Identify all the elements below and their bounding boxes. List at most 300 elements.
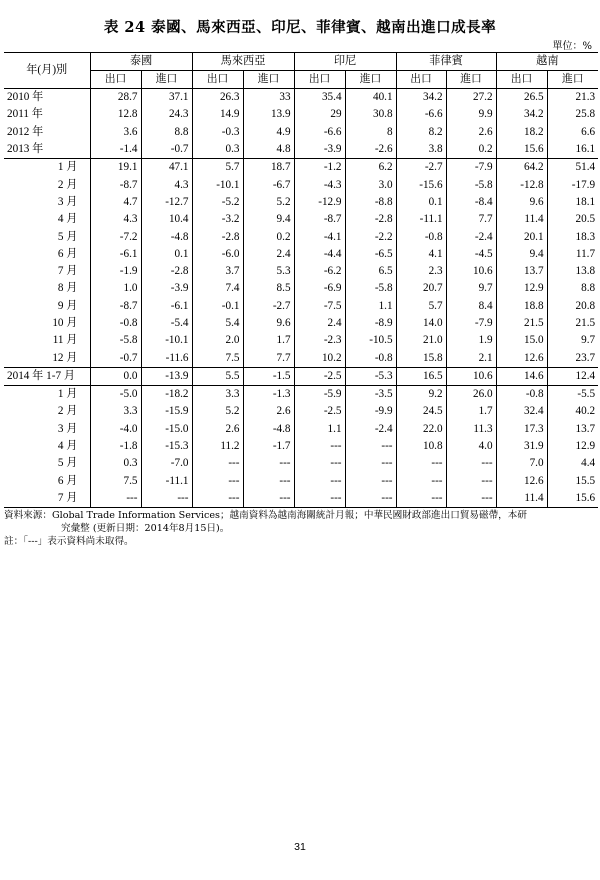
table-row bbox=[4, 349, 598, 367]
value-cell: 3.7 bbox=[192, 263, 243, 280]
value-cell: -1.5 bbox=[243, 367, 294, 385]
row-label: 2010 年 bbox=[4, 89, 90, 107]
value-cell: -15.9 bbox=[141, 403, 192, 420]
value-cell: -7.9 bbox=[446, 315, 496, 332]
value-cell: -5.0 bbox=[90, 386, 141, 404]
value-cell: -11.6 bbox=[141, 349, 192, 367]
row-label: 2 月 bbox=[4, 403, 90, 420]
table-row bbox=[4, 211, 598, 228]
value-cell: -6.7 bbox=[243, 176, 294, 193]
row-label: 7 月 bbox=[4, 263, 90, 280]
value-cell: 21.3 bbox=[547, 89, 598, 107]
value-cell: 32.4 bbox=[496, 403, 547, 420]
row-label: 11 月 bbox=[4, 332, 90, 349]
value-cell: -6.2 bbox=[294, 263, 345, 280]
value-cell: 8.8 bbox=[141, 124, 192, 141]
row-header: 年(月)別 bbox=[4, 53, 90, 89]
value-cell: --- bbox=[345, 473, 396, 490]
value-cell: 15.6 bbox=[496, 141, 547, 159]
value-cell: -7.5 bbox=[294, 298, 345, 315]
value-cell: 2.1 bbox=[446, 349, 496, 367]
value-cell: 7.7 bbox=[243, 349, 294, 367]
value-cell: 1.7 bbox=[243, 332, 294, 349]
value-cell: 8 bbox=[345, 124, 396, 141]
value-cell: -6.1 bbox=[90, 246, 141, 263]
row-label: 6 月 bbox=[4, 246, 90, 263]
value-cell: 18.8 bbox=[496, 298, 547, 315]
value-cell: 17.3 bbox=[496, 421, 547, 438]
value-cell: 35.4 bbox=[294, 89, 345, 107]
value-cell: 0.2 bbox=[446, 141, 496, 159]
value-cell: 15.0 bbox=[496, 332, 547, 349]
value-cell: 4.8 bbox=[243, 141, 294, 159]
value-cell: 34.2 bbox=[496, 106, 547, 123]
value-cell: 5.2 bbox=[192, 403, 243, 420]
value-cell: -8.7 bbox=[294, 211, 345, 228]
value-cell: 19.1 bbox=[90, 159, 141, 177]
value-cell: 40.2 bbox=[547, 403, 598, 420]
value-cell: 5.7 bbox=[192, 159, 243, 177]
value-cell: -10.5 bbox=[345, 332, 396, 349]
value-cell: 0.3 bbox=[90, 455, 141, 472]
value-cell: 12.6 bbox=[496, 349, 547, 367]
sub-header: 出口 bbox=[396, 71, 446, 89]
value-cell: 13.8 bbox=[547, 263, 598, 280]
row-label: 1 月 bbox=[4, 386, 90, 404]
value-cell: -2.7 bbox=[243, 298, 294, 315]
value-cell: 2.6 bbox=[192, 421, 243, 438]
value-cell: 12.9 bbox=[496, 280, 547, 297]
value-cell: --- bbox=[192, 490, 243, 508]
value-cell: 64.2 bbox=[496, 159, 547, 177]
value-cell: 47.1 bbox=[141, 159, 192, 177]
value-cell: -0.8 bbox=[496, 386, 547, 404]
value-cell: 10.2 bbox=[294, 349, 345, 367]
value-cell: 0.3 bbox=[192, 141, 243, 159]
value-cell: --- bbox=[294, 455, 345, 472]
value-cell: --- bbox=[243, 455, 294, 472]
value-cell: 13.9 bbox=[243, 106, 294, 123]
value-cell: -0.8 bbox=[396, 228, 446, 245]
value-cell: 10.8 bbox=[396, 438, 446, 455]
row-label: 5 月 bbox=[4, 228, 90, 245]
value-cell: 29 bbox=[294, 106, 345, 123]
value-cell: -12.7 bbox=[141, 194, 192, 211]
value-cell: 2.4 bbox=[243, 246, 294, 263]
table-row bbox=[4, 89, 598, 107]
value-cell: 10.6 bbox=[446, 263, 496, 280]
value-cell: -1.3 bbox=[243, 386, 294, 404]
table-row bbox=[4, 455, 598, 472]
value-cell: 0.1 bbox=[396, 194, 446, 211]
value-cell: 18.7 bbox=[243, 159, 294, 177]
value-cell: -8.7 bbox=[90, 176, 141, 193]
value-cell: 3.0 bbox=[345, 176, 396, 193]
value-cell: 31.9 bbox=[496, 438, 547, 455]
value-cell: -2.8 bbox=[141, 263, 192, 280]
value-cell: 4.0 bbox=[446, 438, 496, 455]
value-cell: 37.1 bbox=[141, 89, 192, 107]
row-label: 4 月 bbox=[4, 438, 90, 455]
value-cell: 9.7 bbox=[446, 280, 496, 297]
value-cell: -6.9 bbox=[294, 280, 345, 297]
value-cell: 9.6 bbox=[496, 194, 547, 211]
table-row bbox=[4, 263, 598, 280]
value-cell: 21.5 bbox=[547, 315, 598, 332]
value-cell: 7.5 bbox=[90, 473, 141, 490]
table-row bbox=[4, 332, 598, 349]
value-cell: 12.9 bbox=[547, 438, 598, 455]
value-cell: -8.4 bbox=[446, 194, 496, 211]
value-cell: 2.4 bbox=[294, 315, 345, 332]
sub-header: 進口 bbox=[141, 71, 192, 89]
value-cell: -1.7 bbox=[243, 438, 294, 455]
table-row bbox=[4, 124, 598, 141]
value-cell: -3.9 bbox=[294, 141, 345, 159]
value-cell: -5.8 bbox=[446, 176, 496, 193]
source-note-line2: 究彙整 (更新日期：2014年8月15日)。 bbox=[61, 523, 230, 534]
value-cell: -0.3 bbox=[192, 124, 243, 141]
country-header-thailand: 泰國 bbox=[90, 53, 192, 71]
sub-header: 出口 bbox=[90, 71, 141, 89]
value-cell: -5.8 bbox=[90, 332, 141, 349]
value-cell: 7.5 bbox=[192, 349, 243, 367]
value-cell: -15.3 bbox=[141, 438, 192, 455]
value-cell: --- bbox=[243, 490, 294, 508]
table-title: 表 24 泰國、馬來西亞、印尼、菲律賓、越南出進口成長率 bbox=[103, 19, 497, 36]
table-row bbox=[4, 159, 598, 177]
value-cell: 14.9 bbox=[192, 106, 243, 123]
value-cell: 10.4 bbox=[141, 211, 192, 228]
value-cell: --- bbox=[345, 455, 396, 472]
table-row bbox=[4, 106, 598, 123]
sub-header: 出口 bbox=[192, 71, 243, 89]
unit-label: 單位：% bbox=[552, 41, 592, 52]
value-cell: -5.5 bbox=[547, 386, 598, 404]
value-cell: -0.7 bbox=[141, 141, 192, 159]
value-cell: -2.8 bbox=[345, 211, 396, 228]
value-cell: 11.3 bbox=[446, 421, 496, 438]
value-cell: --- bbox=[294, 438, 345, 455]
value-cell: -4.4 bbox=[294, 246, 345, 263]
value-cell: 11.7 bbox=[547, 246, 598, 263]
sub-header-row bbox=[4, 71, 598, 89]
value-cell: 4.7 bbox=[90, 194, 141, 211]
value-cell: 40.1 bbox=[345, 89, 396, 107]
value-cell: -5.9 bbox=[294, 386, 345, 404]
value-cell: -3.9 bbox=[141, 280, 192, 297]
value-cell: -8.8 bbox=[345, 194, 396, 211]
value-cell: -3.2 bbox=[192, 211, 243, 228]
row-label: 4 月 bbox=[4, 211, 90, 228]
value-cell: 24.3 bbox=[141, 106, 192, 123]
value-cell: 4.9 bbox=[243, 124, 294, 141]
value-cell: -12.9 bbox=[294, 194, 345, 211]
table-row bbox=[4, 280, 598, 297]
value-cell: 18.2 bbox=[496, 124, 547, 141]
growth-rate-table bbox=[4, 53, 598, 508]
value-cell: -8.7 bbox=[90, 298, 141, 315]
table-body bbox=[4, 89, 598, 508]
value-cell: -10.1 bbox=[192, 176, 243, 193]
value-cell: --- bbox=[243, 473, 294, 490]
value-cell: --- bbox=[294, 490, 345, 508]
value-cell: 5.7 bbox=[396, 298, 446, 315]
value-cell: 12.8 bbox=[90, 106, 141, 123]
value-cell: -4.8 bbox=[243, 421, 294, 438]
value-cell: -0.8 bbox=[90, 315, 141, 332]
value-cell: 0.1 bbox=[141, 246, 192, 263]
value-cell: -2.4 bbox=[446, 228, 496, 245]
value-cell: 1.1 bbox=[294, 421, 345, 438]
table-row bbox=[4, 176, 598, 193]
sub-header: 進口 bbox=[243, 71, 294, 89]
value-cell: -2.5 bbox=[294, 367, 345, 385]
table-row bbox=[4, 367, 598, 385]
value-cell: 1.0 bbox=[90, 280, 141, 297]
value-cell: -2.3 bbox=[294, 332, 345, 349]
value-cell: -5.2 bbox=[192, 194, 243, 211]
value-cell: 3.3 bbox=[192, 386, 243, 404]
country-header-philippines: 菲律賓 bbox=[396, 53, 496, 71]
value-cell: 3.6 bbox=[90, 124, 141, 141]
value-cell: 2.6 bbox=[243, 403, 294, 420]
value-cell: 2.3 bbox=[396, 263, 446, 280]
value-cell: 15.6 bbox=[547, 490, 598, 508]
value-cell: -5.8 bbox=[345, 280, 396, 297]
value-cell: 11.4 bbox=[496, 490, 547, 508]
value-cell: 14.6 bbox=[496, 367, 547, 385]
value-cell: -7.9 bbox=[446, 159, 496, 177]
value-cell: 6.6 bbox=[547, 124, 598, 141]
value-cell: --- bbox=[396, 455, 446, 472]
value-cell: -2.7 bbox=[396, 159, 446, 177]
source-note-line1: 資料來源：Global Trade Information Services；越南資料為越南海關統計月報；中華民國財政部進出口貿易磁帶，本研 bbox=[4, 510, 527, 521]
value-cell: -15.0 bbox=[141, 421, 192, 438]
value-cell: 51.4 bbox=[547, 159, 598, 177]
value-cell: 26.5 bbox=[496, 89, 547, 107]
value-cell: --- bbox=[345, 490, 396, 508]
country-header-vietnam: 越南 bbox=[496, 53, 598, 71]
value-cell: 9.7 bbox=[547, 332, 598, 349]
sub-header: 進口 bbox=[446, 71, 496, 89]
value-cell: 9.4 bbox=[243, 211, 294, 228]
value-cell: 2.0 bbox=[192, 332, 243, 349]
value-cell: 16.1 bbox=[547, 141, 598, 159]
value-cell: --- bbox=[90, 490, 141, 508]
value-cell: 14.0 bbox=[396, 315, 446, 332]
value-cell: -2.4 bbox=[345, 421, 396, 438]
value-cell: 15.5 bbox=[547, 473, 598, 490]
value-cell: 10.6 bbox=[446, 367, 496, 385]
value-cell: 20.7 bbox=[396, 280, 446, 297]
value-cell: 26.3 bbox=[192, 89, 243, 107]
value-cell: 1.1 bbox=[345, 298, 396, 315]
value-cell: 25.8 bbox=[547, 106, 598, 123]
value-cell: 20.1 bbox=[496, 228, 547, 245]
value-cell: -7.2 bbox=[90, 228, 141, 245]
value-cell: -6.6 bbox=[294, 124, 345, 141]
value-cell: 23.7 bbox=[547, 349, 598, 367]
row-label: 3 月 bbox=[4, 421, 90, 438]
row-label: 1 月 bbox=[4, 159, 90, 177]
row-label: 2013 年 bbox=[4, 141, 90, 159]
country-header-indonesia: 印尼 bbox=[294, 53, 396, 71]
table-row bbox=[4, 228, 598, 245]
value-cell: -6.0 bbox=[192, 246, 243, 263]
value-cell: -2.8 bbox=[192, 228, 243, 245]
value-cell: -0.1 bbox=[192, 298, 243, 315]
table-row bbox=[4, 298, 598, 315]
row-label: 9 月 bbox=[4, 298, 90, 315]
value-cell: -18.2 bbox=[141, 386, 192, 404]
value-cell: -13.9 bbox=[141, 367, 192, 385]
value-cell: 21.5 bbox=[496, 315, 547, 332]
value-cell: -12.8 bbox=[496, 176, 547, 193]
sub-header: 出口 bbox=[496, 71, 547, 89]
value-cell: -17.9 bbox=[547, 176, 598, 193]
value-cell: 26.0 bbox=[446, 386, 496, 404]
value-cell: 9.9 bbox=[446, 106, 496, 123]
value-cell: 4.1 bbox=[396, 246, 446, 263]
value-cell: -6.1 bbox=[141, 298, 192, 315]
value-cell: -0.8 bbox=[345, 349, 396, 367]
value-cell: 0.2 bbox=[243, 228, 294, 245]
value-cell: --- bbox=[446, 490, 496, 508]
value-cell: -5.4 bbox=[141, 315, 192, 332]
sub-header: 進口 bbox=[345, 71, 396, 89]
value-cell: -1.2 bbox=[294, 159, 345, 177]
value-cell: 30.8 bbox=[345, 106, 396, 123]
value-cell: --- bbox=[396, 490, 446, 508]
notes bbox=[4, 509, 598, 548]
value-cell: -4.3 bbox=[294, 176, 345, 193]
value-cell: --- bbox=[141, 490, 192, 508]
value-cell: -0.7 bbox=[90, 349, 141, 367]
table-row bbox=[4, 246, 598, 263]
value-cell: -8.9 bbox=[345, 315, 396, 332]
country-header-malaysia: 馬來西亞 bbox=[192, 53, 294, 71]
value-cell: --- bbox=[192, 455, 243, 472]
value-cell: -4.8 bbox=[141, 228, 192, 245]
value-cell: 28.7 bbox=[90, 89, 141, 107]
row-label: 2011 年 bbox=[4, 106, 90, 123]
value-cell: 7.0 bbox=[496, 455, 547, 472]
value-cell: 0.0 bbox=[90, 367, 141, 385]
value-cell: -7.0 bbox=[141, 455, 192, 472]
table-row bbox=[4, 315, 598, 332]
page-number: 31 bbox=[294, 841, 306, 853]
value-cell: 1.7 bbox=[446, 403, 496, 420]
value-cell: 2.6 bbox=[446, 124, 496, 141]
value-cell: -15.6 bbox=[396, 176, 446, 193]
value-cell: 8.2 bbox=[396, 124, 446, 141]
table-row bbox=[4, 490, 598, 508]
value-cell: 11.2 bbox=[192, 438, 243, 455]
value-cell: -11.1 bbox=[396, 211, 446, 228]
footnote: 註：「---」表示資料尚未取得。 bbox=[4, 536, 134, 547]
value-cell: 4.3 bbox=[90, 211, 141, 228]
value-cell: 5.4 bbox=[192, 315, 243, 332]
row-label: 2014 年 1-7 月 bbox=[4, 367, 90, 385]
value-cell: 16.5 bbox=[396, 367, 446, 385]
value-cell: --- bbox=[294, 473, 345, 490]
value-cell: -11.1 bbox=[141, 473, 192, 490]
value-cell: 20.8 bbox=[547, 298, 598, 315]
value-cell: 27.2 bbox=[446, 89, 496, 107]
value-cell: 18.1 bbox=[547, 194, 598, 211]
value-cell: -4.5 bbox=[446, 246, 496, 263]
value-cell: -4.1 bbox=[294, 228, 345, 245]
value-cell: 7.7 bbox=[446, 211, 496, 228]
value-cell: 5.2 bbox=[243, 194, 294, 211]
row-label: 8 月 bbox=[4, 280, 90, 297]
value-cell: 12.6 bbox=[496, 473, 547, 490]
value-cell: 20.5 bbox=[547, 211, 598, 228]
value-cell: -2.2 bbox=[345, 228, 396, 245]
value-cell: 24.5 bbox=[396, 403, 446, 420]
value-cell: --- bbox=[396, 473, 446, 490]
value-cell: 13.7 bbox=[547, 421, 598, 438]
value-cell: --- bbox=[446, 473, 496, 490]
value-cell: -4.0 bbox=[90, 421, 141, 438]
value-cell: --- bbox=[192, 473, 243, 490]
table-row bbox=[4, 386, 598, 404]
value-cell: -10.1 bbox=[141, 332, 192, 349]
sub-header: 進口 bbox=[547, 71, 598, 89]
row-label: 7 月 bbox=[4, 490, 90, 508]
value-cell: 8.5 bbox=[243, 280, 294, 297]
value-cell: -1.4 bbox=[90, 141, 141, 159]
value-cell: 1.9 bbox=[446, 332, 496, 349]
table-row bbox=[4, 438, 598, 455]
value-cell: -6.6 bbox=[396, 106, 446, 123]
value-cell: 4.4 bbox=[547, 455, 598, 472]
value-cell: 8.4 bbox=[446, 298, 496, 315]
value-cell: -1.9 bbox=[90, 263, 141, 280]
value-cell: -2.5 bbox=[294, 403, 345, 420]
value-cell: 34.2 bbox=[396, 89, 446, 107]
row-label: 10 月 bbox=[4, 315, 90, 332]
row-label: 12 月 bbox=[4, 349, 90, 367]
table-row bbox=[4, 421, 598, 438]
value-cell: 4.3 bbox=[141, 176, 192, 193]
value-cell: 9.6 bbox=[243, 315, 294, 332]
value-cell: 13.7 bbox=[496, 263, 547, 280]
table-row bbox=[4, 141, 598, 159]
value-cell: -9.9 bbox=[345, 403, 396, 420]
value-cell: 18.3 bbox=[547, 228, 598, 245]
row-label: 5 月 bbox=[4, 455, 90, 472]
sub-header: 出口 bbox=[294, 71, 345, 89]
row-label: 2 月 bbox=[4, 176, 90, 193]
value-cell: -2.6 bbox=[345, 141, 396, 159]
value-cell: -3.5 bbox=[345, 386, 396, 404]
value-cell: 3.8 bbox=[396, 141, 446, 159]
value-cell: 21.0 bbox=[396, 332, 446, 349]
value-cell: --- bbox=[345, 438, 396, 455]
table-row bbox=[4, 473, 598, 490]
value-cell: 7.4 bbox=[192, 280, 243, 297]
value-cell: 8.8 bbox=[547, 280, 598, 297]
table-row bbox=[4, 403, 598, 420]
table-row bbox=[4, 194, 598, 211]
value-cell: 6.2 bbox=[345, 159, 396, 177]
value-cell: --- bbox=[446, 455, 496, 472]
value-cell: 5.5 bbox=[192, 367, 243, 385]
value-cell: 9.4 bbox=[496, 246, 547, 263]
value-cell: -5.3 bbox=[345, 367, 396, 385]
